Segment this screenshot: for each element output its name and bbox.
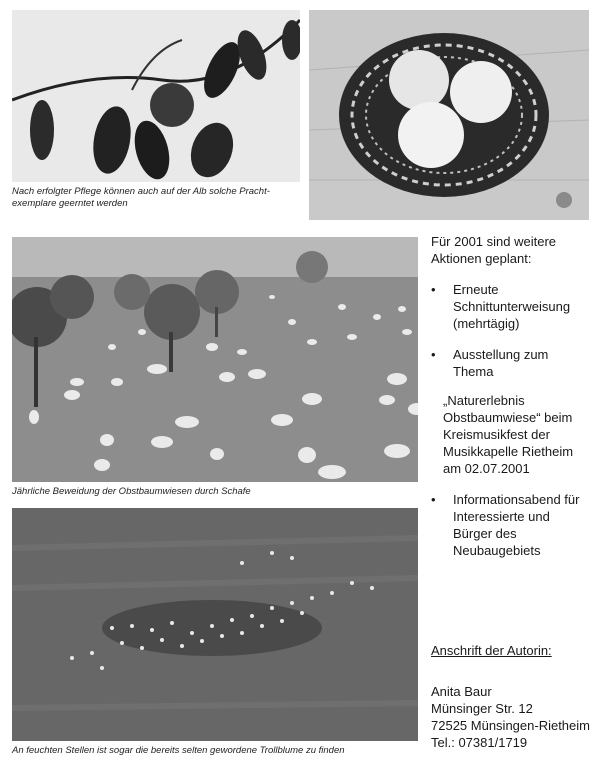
apple-branch-caption: Nach erfolgter Pflege können auch auf der Alb solche Pracht-exemplare geerntet werden: [12, 186, 270, 209]
action-item-label: Ausstellung zum Thema: [453, 347, 549, 379]
author-city: 72525 Münsingen-Rietheim: [431, 718, 590, 733]
sheep-caption: Jährliche Beweidung der Obstbaumwiesen durch Schafe: [12, 486, 251, 497]
author-phone: Tel.: 07381/1719: [431, 735, 528, 750]
action-item-label: Erneute Schnittunterweisung (mehrtägig): [453, 282, 571, 331]
meadow-caption: An feuchten Stellen ist sogar die bereits selten gewordene Trollblume zu finden: [12, 745, 345, 756]
exhibition-detail: „Naturerlebnis Obstbaumwiese“ beim Kreismusikfest der Musikkapelle Rietheim am 02.07.2001: [443, 393, 574, 476]
action-item: [431, 281, 591, 332]
action-item: [431, 491, 591, 559]
apple-branch-photo: [12, 10, 300, 182]
bullet-icon: •: [431, 492, 436, 507]
actions-intro: Für 2001 sind weitere Aktionen geplant:: [431, 234, 557, 266]
bullet-icon: •: [431, 282, 436, 297]
author-name: Anita Baur: [431, 684, 492, 699]
action-item: [431, 346, 591, 380]
author-street: Münsinger Str. 12: [431, 701, 533, 716]
apple-bowl-photo: [309, 10, 589, 220]
sheep-photo: [12, 237, 418, 482]
planned-actions: [431, 233, 591, 559]
author-address: [431, 642, 591, 751]
bullet-icon: •: [431, 347, 436, 362]
meadow-photo: [12, 508, 418, 741]
action-item-label: Informationsabend für Interessierte und Bürger des Neubaugebiets: [453, 492, 580, 558]
address-heading: Anschrift der Autorin:: [431, 643, 552, 658]
